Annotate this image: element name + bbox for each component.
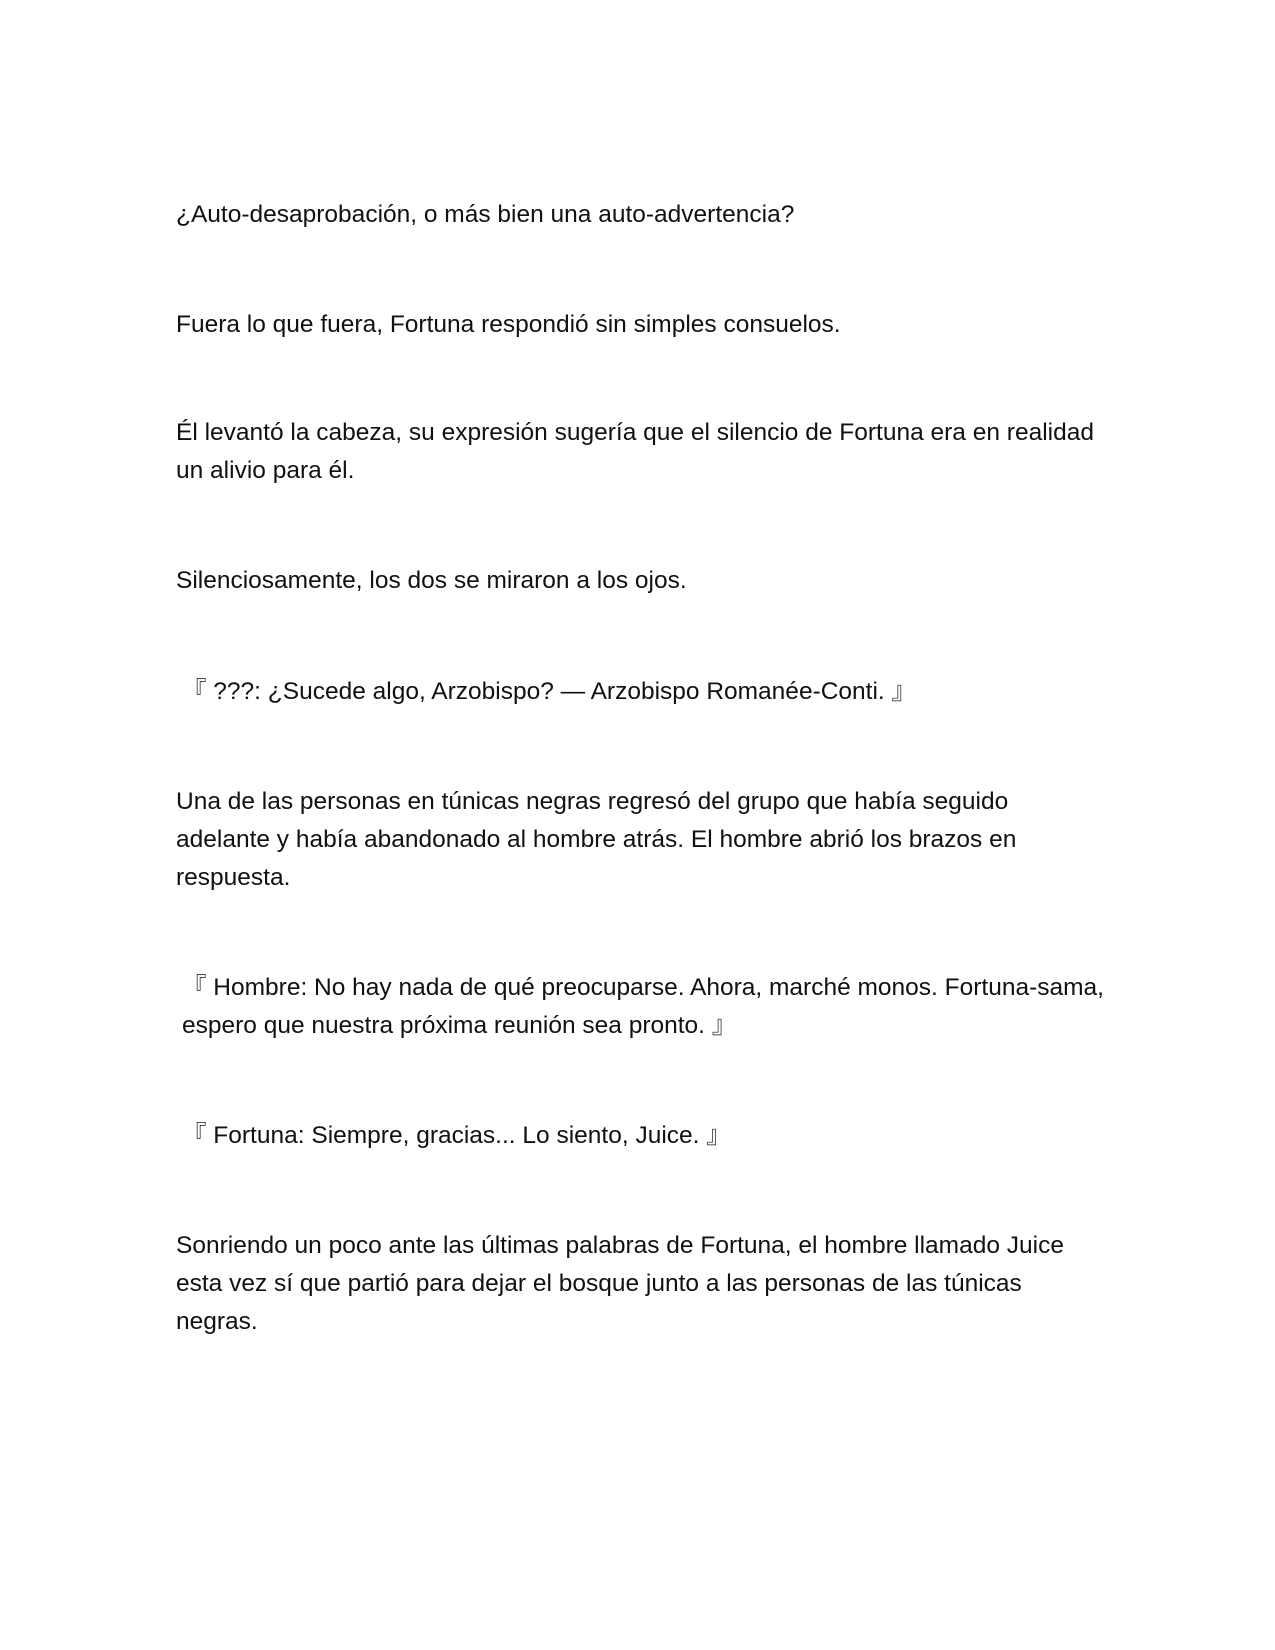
text-body	[176, 196, 1106, 1341]
paragraph-4: Silenciosamente, los dos se miraron a los ojos.	[176, 567, 687, 594]
paragraph-9: Sonriendo un poco ante las últimas palabras de Fortuna, el hombre llamado Juice esta vez sí que partió para dejar el bosque junto a las personas de las túnicas negras.	[176, 1232, 1064, 1335]
paragraph-3: Él levantó la cabeza, su expresión sugería que el silencio de Fortuna era en realidad un alivio para él.	[176, 419, 1094, 484]
paragraph-1: ¿Auto-desaprobación, o más bien una auto-advertencia?	[176, 201, 795, 228]
paragraph-2: Fuera lo que fuera, Fortuna respondió sin simples consuelos.	[176, 311, 841, 338]
paragraph-6: Una de las personas en túnicas negras regresó del grupo que había seguido adelante y había abandonado al hombre atrás. El hombre abrió los brazos en respuesta.	[176, 788, 1017, 891]
dialogue-line-1: 『 ???: ¿Sucede algo, Arzobispo? — Arzobispo Romanée-Conti. 』	[182, 678, 917, 705]
dialogue-line-2: 『 Hombre: No hay nada de qué preocuparse. Ahora, marché monos. Fortuna-sama, espero que nuestra próxima reunión sea pronto. 』	[182, 974, 1104, 1039]
dialogue-line-3: 『 Fortuna: Siempre, gracias... Lo siento, Juice. 』	[182, 1122, 731, 1149]
